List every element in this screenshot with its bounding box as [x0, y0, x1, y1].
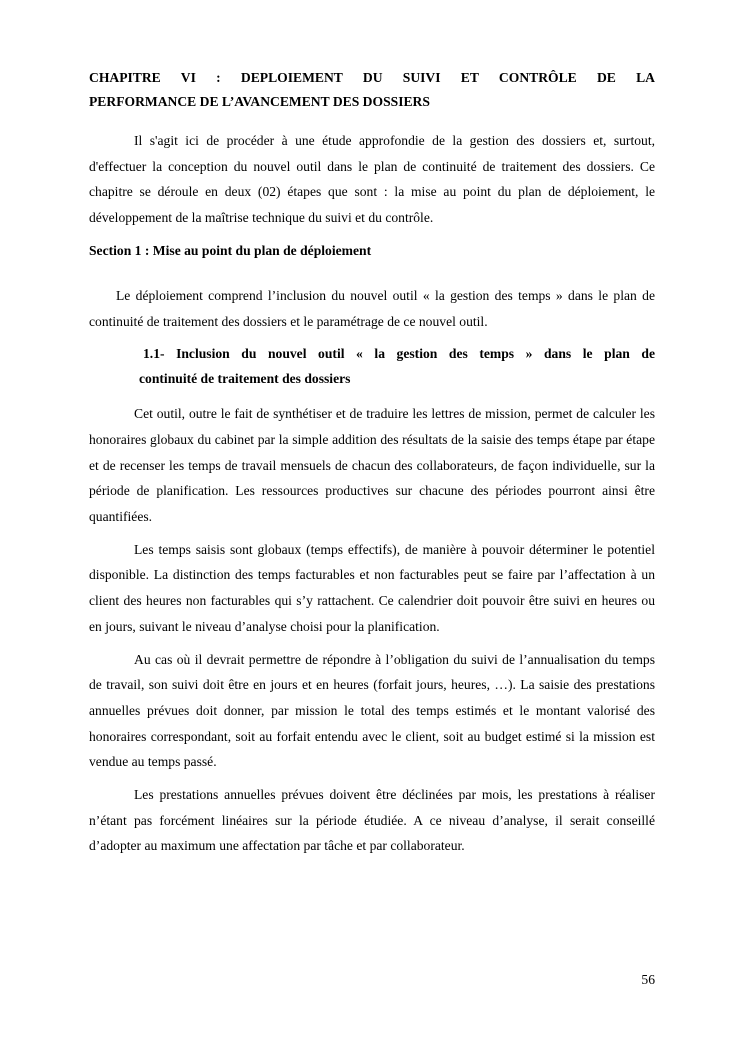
paragraph-3: Au cas où il devrait permettre de répondre à l’obligation du suivi de l’annualisation du temps de travail, son suivi doit être en jours et en heures (forfait jours, heures, …). La saisie des prestations annuelles prévues doit donner, par mission le total des temps estimés et le montant valorisé des honoraires correspondant, soit au forfait entendu avec le client, soit au budget estimé si la mission est vendue au temps passé. [89, 651, 655, 770]
page-number: 56 [641, 972, 655, 987]
paragraph-2: Les temps saisis sont globaux (temps effectifs), de manière à pouvoir déterminer le potentiel disponible. La distinction des temps facturables et non facturables peut se faire par l’affectation à un client des heures non facturables qui s’y rattachent. Ce calendrier doit pouvoir être suivi en heures ou en jours, suivant le niveau d’analyse choisi pour la planification. [89, 541, 655, 634]
section-1-title: Section 1 : Mise au point du plan de déploiement [89, 242, 372, 258]
subsection-1-1-title [139, 341, 655, 391]
intro-paragraph: Il s'agit ici de procéder à une étude approfondie de la gestion des dossiers et, surtout, d'effectuer la conception du nouvel outil dans le plan de continuité de traitement des dossiers. Ce chapitre se déroule en deux (02) étapes que sont : la mise au point du plan de déploiement, le développement de la maîtrise technique du suivi et du contrôle. [89, 133, 655, 226]
chapter-title-line-2: PERFORMANCE DE L’AVANCEMENT DES DOSSIERS [89, 94, 430, 109]
subsection-1-1-title-line-1: 1.1- Inclusion du nouvel outil « la gestion des temps » dans le plan de [143, 346, 655, 362]
paragraph-4: Les prestations annuelles prévues doivent être déclinées par mois, les prestations à réaliser n’étant pas forcément linéaires sur la période étudiée. A ce niveau d’analyse, il serait conseillé d’adopter au maximum une affectation par tâche et par collaborateur. [89, 787, 655, 854]
section-1-intro-paragraph: Le déploiement comprend l’inclusion du nouvel outil « la gestion des temps » dans le plan de continuité de traitement des dossiers et le paramétrage de ce nouvel outil. [89, 287, 655, 329]
chapter-title-line-1: CHAPITRE VI : DEPLOIEMENT DU SUIVI ET CONTRÔLE DE LA [89, 70, 655, 85]
subsection-1-1-title-line-2: continuité de traitement des dossiers [139, 371, 351, 387]
paragraph-1: Cet outil, outre le fait de synthétiser et de traduire les lettres de mission, permet de calculer les honoraires globaux du cabinet par la simple addition des résultats de la saisie des temps étape par étape et de recenser les temps de travail mensuels de chacun des collaborateurs, de façon individuelle, sur la période de planification. Les ressources productives sur chacune des périodes pourront ainsi être quantifiées. [89, 406, 655, 525]
document-page [89, 66, 655, 866]
